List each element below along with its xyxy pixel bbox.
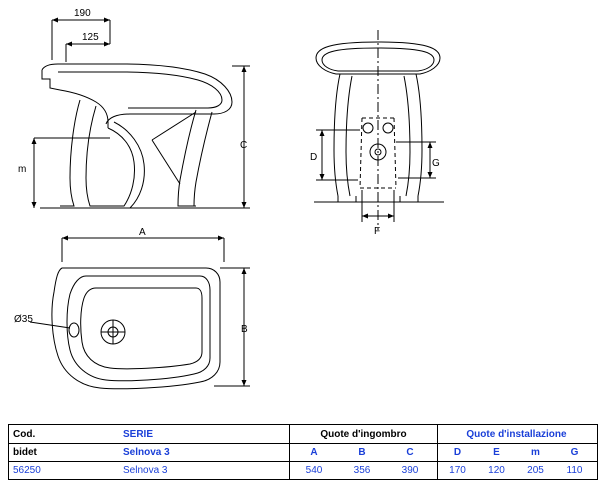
subheader-B: B bbox=[358, 447, 366, 458]
dim-D-label: D bbox=[310, 152, 318, 163]
hole-diameter-label: Ø35 bbox=[14, 314, 33, 325]
row-serie: Selnova 3 bbox=[123, 465, 168, 476]
side-view-group bbox=[32, 18, 251, 209]
row-E: 120 bbox=[488, 465, 505, 476]
subheader-A: A bbox=[310, 447, 318, 458]
row-C: 390 bbox=[401, 465, 419, 476]
specification-table bbox=[8, 424, 598, 480]
subheader-m: m bbox=[531, 447, 540, 458]
subheader-serie: Selnova 3 bbox=[123, 447, 170, 458]
header-serie: SERIE bbox=[123, 428, 154, 440]
table-header-row bbox=[9, 425, 597, 444]
dim-F-label: F bbox=[374, 226, 381, 237]
header-quote-ingombro: Quote d'ingombro bbox=[289, 425, 437, 443]
header-cod: Cod. bbox=[13, 428, 36, 440]
dim-B-label: B bbox=[241, 324, 248, 335]
row-A: 540 bbox=[305, 465, 323, 476]
dim-C-label: C bbox=[240, 140, 248, 151]
dim-125-label: 125 bbox=[82, 32, 99, 43]
row-D: 170 bbox=[449, 465, 466, 476]
dim-A-label: A bbox=[139, 227, 146, 238]
subheader-product: bidet bbox=[13, 447, 37, 458]
dim-m-label: m bbox=[18, 164, 27, 175]
front-view-group bbox=[314, 30, 444, 230]
dim-G-label: G bbox=[432, 158, 440, 169]
top-view-group bbox=[30, 236, 250, 389]
table-row bbox=[9, 462, 597, 479]
subheader-C: C bbox=[406, 447, 414, 458]
subheader-G: G bbox=[570, 447, 579, 458]
row-G: 110 bbox=[566, 465, 583, 476]
dim-190-label: 190 bbox=[74, 8, 91, 19]
subheader-D: D bbox=[453, 447, 462, 458]
subheader-E: E bbox=[493, 447, 500, 458]
header-quote-installazione: Quote d'installazione bbox=[437, 425, 595, 443]
row-m: 205 bbox=[527, 465, 544, 476]
table-subheader-row bbox=[9, 444, 597, 462]
row-cod: 56250 bbox=[13, 465, 41, 476]
row-B: 356 bbox=[353, 465, 371, 476]
